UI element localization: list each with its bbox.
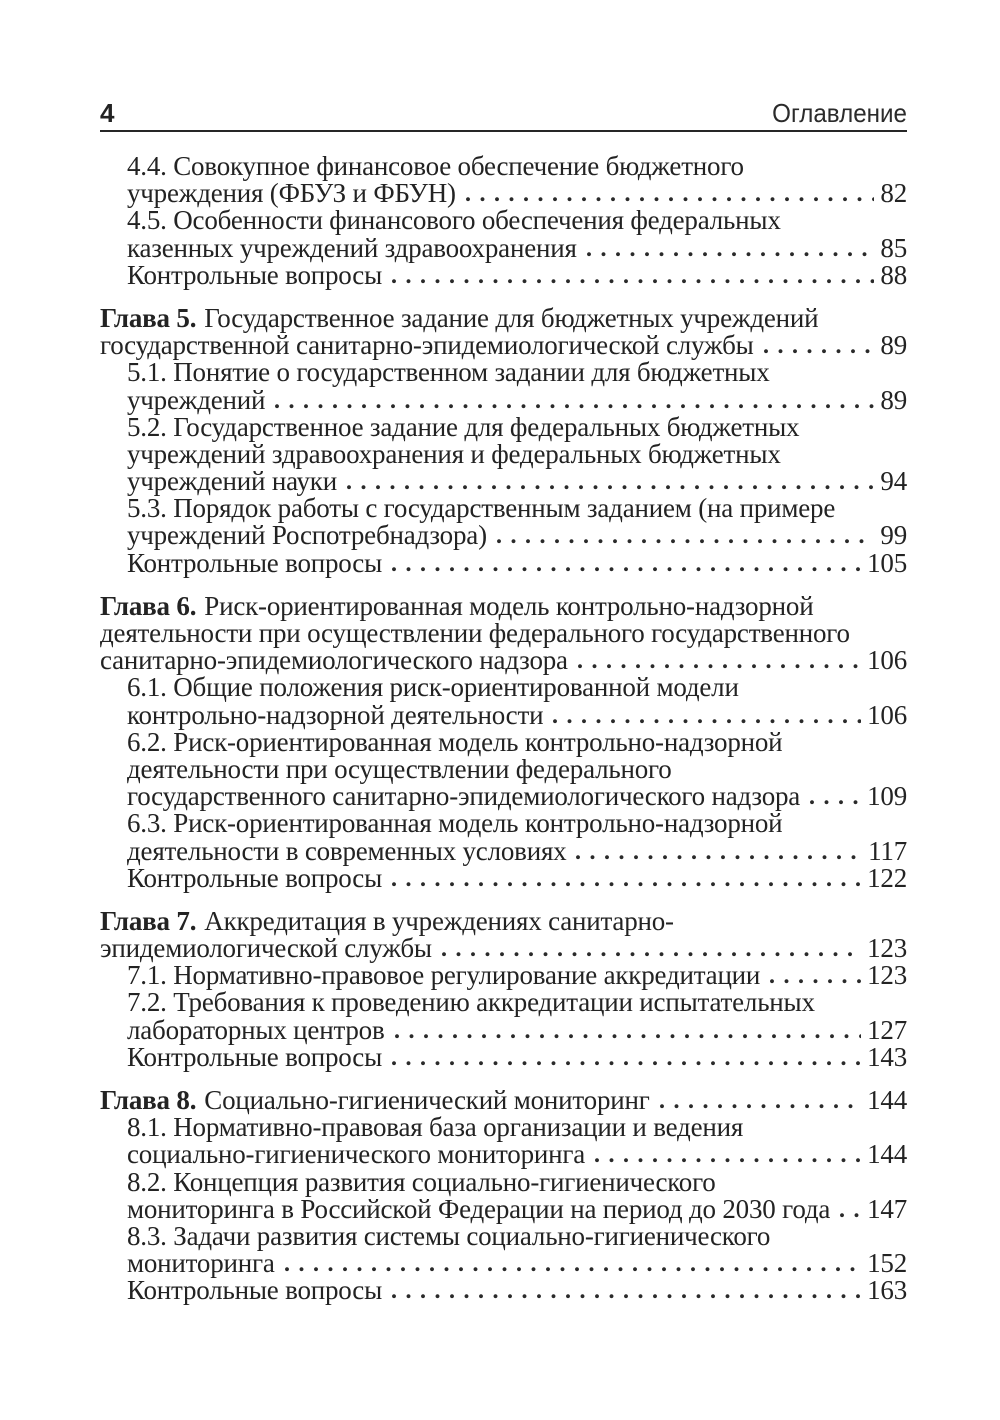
entry-text: мониторинга в Российской Федерации на период до 2030 года <box>127 1193 831 1224</box>
entry-text: санитарно-эпидемиологического надзора <box>100 645 568 676</box>
dot-leader <box>809 799 861 805</box>
entry-text: Контрольные вопросы <box>127 259 383 290</box>
toc-entry-line <box>100 207 907 234</box>
dot-leader <box>577 663 861 669</box>
entry-page-number: 147 <box>867 1193 907 1224</box>
toc-entry-line <box>100 1041 907 1072</box>
entry-page-number: 85 <box>880 232 907 263</box>
toc-entry-line <box>100 1014 907 1045</box>
chapter-prefix: Глава 7. <box>100 905 197 936</box>
entry-page-number: 123 <box>867 933 907 964</box>
dot-leader <box>391 566 861 572</box>
toc-entry-line <box>100 1277 907 1304</box>
toc-entry-line <box>100 674 907 701</box>
entry-page-number: 99 <box>880 520 907 551</box>
entry-text: деятельности при осуществлении федерального государственного <box>100 618 850 648</box>
entry-text: 4.4. Совокупное финансовое обеспечение бюджетного <box>127 151 744 181</box>
entry-text: социально-гигиенического мониторинга <box>127 1139 586 1170</box>
dot-leader <box>769 978 861 984</box>
entry-page-number: 106 <box>867 645 907 676</box>
toc-entry-line <box>100 862 907 893</box>
entry-text: 7.2. Требования к проведению аккредитации испытательных <box>127 987 815 1018</box>
chapter-prefix: Глава 6. <box>100 590 197 621</box>
toc-section <box>100 302 907 578</box>
dot-leader <box>586 251 875 257</box>
entry-text: Контрольные вопросы <box>127 1041 383 1072</box>
entry-page-number: 123 <box>867 960 907 991</box>
entry-text: 6.2. Риск-ориентированная модель контрольно-надзорной <box>127 726 783 757</box>
toc-entry-line <box>100 699 907 730</box>
table-of-contents <box>100 153 907 1305</box>
toc-entry-line <box>100 1250 907 1277</box>
entry-text: 4.5. Особенности финансового обеспечения федеральных <box>127 205 781 236</box>
toc-entry-line <box>100 438 907 469</box>
entry-page-number: 109 <box>867 781 907 812</box>
chapter-prefix: Глава 8. <box>100 1085 197 1115</box>
entry-page-number: 127 <box>867 1014 907 1045</box>
toc-section <box>100 1087 907 1305</box>
toc-chapter-line <box>100 935 907 962</box>
dot-leader <box>496 538 875 544</box>
dot-leader <box>394 1033 862 1039</box>
toc-entry-line <box>100 1220 907 1251</box>
entry-page-number: 117 <box>868 835 907 866</box>
page-header-title: Оглавление <box>772 98 907 128</box>
entry-text: контрольно-надзорной деятельности <box>127 699 544 730</box>
entry-text: учреждений здравоохранения и федеральных бюджетных <box>127 438 781 469</box>
entry-page-number: 152 <box>867 1248 907 1279</box>
toc-section <box>100 590 907 893</box>
entry-page-number: 106 <box>867 699 907 730</box>
toc-entry-line <box>100 180 907 207</box>
toc-entry-line <box>100 810 907 837</box>
dot-leader <box>575 854 862 860</box>
toc-entry-line <box>100 411 907 442</box>
dot-leader <box>284 1266 861 1272</box>
entry-text: 8.3. Задачи развития системы социально-гигиенического <box>127 1220 771 1251</box>
entry-text: 7.1. Нормативно-правовое регулирование аккредитации <box>127 960 761 991</box>
entry-text: Социально-гигиенический мониторинг <box>204 1085 650 1115</box>
toc-chapter-line <box>100 1087 907 1114</box>
dot-leader <box>441 951 861 957</box>
entry-page-number: 89 <box>880 384 907 415</box>
toc-entry-line <box>100 1114 907 1141</box>
chapter-prefix: Глава 5. <box>100 302 197 333</box>
dot-leader <box>659 1103 861 1109</box>
entry-text: Контрольные вопросы <box>127 547 383 578</box>
toc-chapter-line <box>100 332 907 359</box>
dot-leader <box>465 196 875 202</box>
entry-text: 6.3. Риск-ориентированная модель контрольно-надзорной <box>127 808 783 839</box>
entry-text: 5.1. Понятие о государственном задании для бюджетных <box>127 357 770 388</box>
entry-page-number: 82 <box>880 178 907 209</box>
entry-text: 5.3. Порядок работы с государственным заданием (на примере <box>127 493 836 524</box>
toc-entry-line <box>100 1193 907 1224</box>
toc-entry-line <box>100 522 907 549</box>
toc-entry-line <box>100 259 907 290</box>
entry-text: деятельности в современных условиях <box>127 835 567 866</box>
dot-leader <box>391 881 861 887</box>
dot-leader <box>594 1157 861 1163</box>
entry-page-number: 163 <box>867 1275 907 1306</box>
entry-page-number: 94 <box>880 466 907 497</box>
entry-text: Контрольные вопросы <box>127 862 383 893</box>
entry-text: учреждений <box>127 384 266 415</box>
toc-entry-line <box>100 989 907 1016</box>
entry-text: эпидемиологической службы <box>100 933 432 964</box>
dot-leader <box>391 1293 861 1299</box>
toc-entry-line <box>100 153 907 180</box>
toc-entry-line <box>100 1141 907 1168</box>
entry-text: мониторинга <box>127 1248 275 1279</box>
dot-leader <box>552 718 861 724</box>
toc-section <box>100 905 907 1072</box>
page-header <box>100 98 907 132</box>
toc-chapter-line <box>100 647 907 674</box>
entry-text: Государственное задание для бюджетных учреждений <box>204 302 819 333</box>
toc-entry-line <box>100 384 907 415</box>
dot-leader <box>391 1060 861 1066</box>
toc-entry-line <box>100 232 907 263</box>
entry-text: учреждений науки <box>127 466 337 497</box>
entry-page-number: 89 <box>880 330 907 361</box>
toc-chapter-line <box>100 302 907 333</box>
entry-text: лабораторных центров <box>127 1014 385 1045</box>
entry-text: Риск-ориентированная модель контрольно-надзорной <box>204 590 814 621</box>
entry-text: казенных учреждений здравоохранения <box>127 232 577 263</box>
entry-page-number: 122 <box>867 862 907 893</box>
entry-page-number: 143 <box>867 1041 907 1072</box>
entry-text: Аккредитация в учреждениях санитарно- <box>204 905 674 936</box>
dot-leader <box>391 278 874 284</box>
entry-text: 8.1. Нормативно-правовая база организации и ведения <box>127 1112 744 1143</box>
entry-page-number: 144 <box>867 1085 907 1115</box>
toc-entry-line <box>100 1166 907 1197</box>
page-number: 4 <box>100 98 115 128</box>
entry-page-number: 88 <box>880 259 907 290</box>
entry-page-number: 144 <box>867 1139 907 1170</box>
toc-entry-line <box>100 547 907 578</box>
entry-page-number: 105 <box>867 547 907 578</box>
toc-entry-line <box>100 359 907 386</box>
toc-entry-line <box>100 835 907 866</box>
entry-text: Контрольные вопросы <box>127 1275 383 1306</box>
toc-chapter-line <box>100 905 907 936</box>
entry-text: учреждений Роспотребнадзора) <box>127 520 487 551</box>
entry-text: 8.2. Концепция развития социально-гигиенического <box>127 1166 716 1197</box>
dot-leader <box>763 348 875 354</box>
entry-text: деятельности при осуществлении федерального <box>127 753 672 784</box>
toc-section <box>100 153 907 289</box>
toc-entry-line <box>100 468 907 495</box>
toc-entry-line <box>100 495 907 522</box>
entry-text: 6.1. Общие положения риск-ориентированной модели <box>127 672 739 703</box>
toc-entry-line <box>100 783 907 810</box>
entry-text: 5.2. Государственное задание для федеральных бюджетных <box>127 411 800 442</box>
dot-leader <box>274 403 874 409</box>
toc-chapter-line <box>100 620 907 647</box>
entry-text: государственного санитарно-эпидемиологического надзора <box>127 781 801 812</box>
toc-entry-line <box>100 962 907 989</box>
dot-leader <box>346 484 874 490</box>
dot-leader <box>839 1212 861 1218</box>
entry-text: государственной санитарно-эпидемиологической службы <box>100 330 754 361</box>
toc-entry-line <box>100 753 907 784</box>
toc-entry-line <box>100 726 907 757</box>
entry-text: учреждения (ФБУЗ и ФБУН) <box>127 178 456 209</box>
toc-chapter-line <box>100 590 907 621</box>
